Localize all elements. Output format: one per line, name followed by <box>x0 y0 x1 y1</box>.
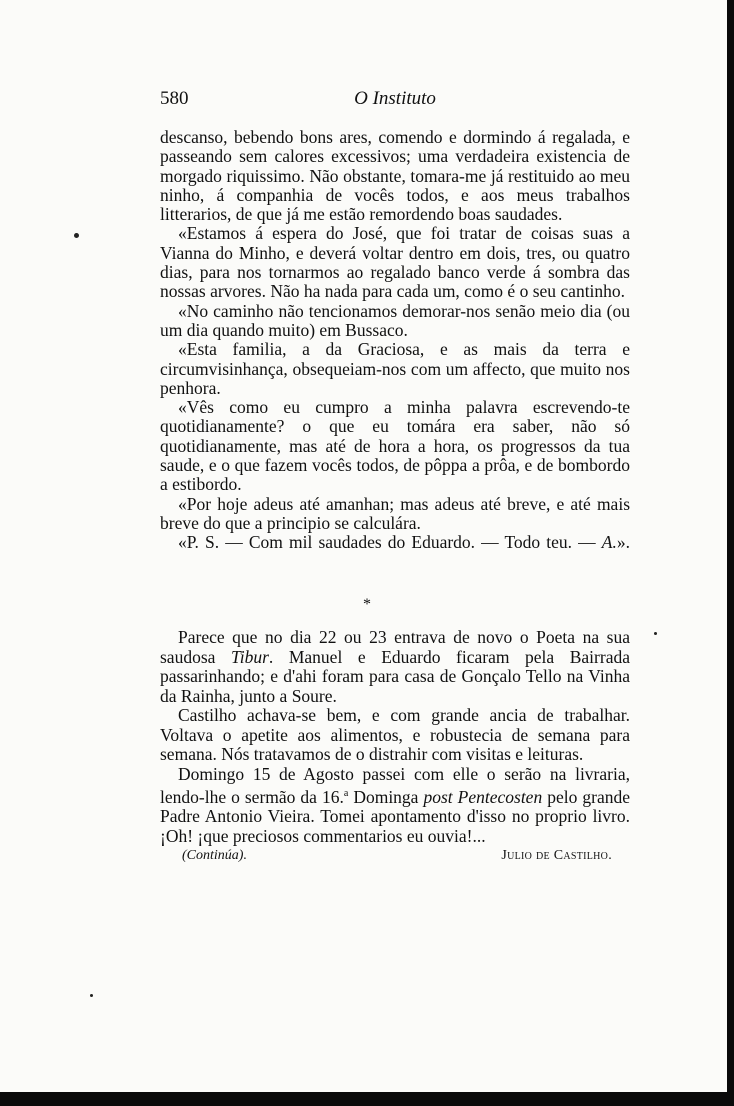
section-separator: * <box>363 596 371 613</box>
postscript <box>160 533 630 552</box>
paragraph: «Por hoje adeus até amanhan; mas adeus até breve, e até mais breve do que a principio se calculára. <box>160 493 630 533</box>
page-footer <box>182 848 612 870</box>
letter-body <box>160 128 630 553</box>
postscript-text: «P. S. — Com mil saudades do Eduardo. — Todo teu. — <box>178 532 602 553</box>
postscript-initial: A. <box>601 532 617 553</box>
text-run: . Manuel e Eduardo ficaram pela Bairrada passarinhando; e d'ahi foram para casa de Gonçalo Tello na Vinha da Rainha, junto a Soure. <box>160 646 630 706</box>
narrative-section <box>160 628 630 846</box>
paragraph <box>160 765 630 847</box>
scan-speck <box>74 233 79 238</box>
scan-speck <box>90 994 93 997</box>
italic-run: post Pentecosten <box>423 786 543 807</box>
continua-note: (Continúa). <box>182 848 247 863</box>
paragraph: «Esta familia, a da Graciosa, e as mais da terra e circumvisinhança, obsequeiam-nos com um affecto, que muito nos penhora. <box>160 339 630 398</box>
paragraph: Castilho achava-se bem, e com grande ancia de trabalhar. Voltava o apetite aos alimentos, e robustecia de semana para semana. Nós tratavamos de o distrahir com visitas e leituras. <box>160 705 630 764</box>
author-signature: Julio de Castilho. <box>501 848 612 863</box>
text-run: Dominga <box>348 786 424 807</box>
paragraph: «Estamos á espera do José, que foi tratar de coisas suas a Vianna do Minho, e deverá voltar dentro em dois, tres, ou quatro dias, para nos tornarmos ao regalado banco verde á sombra das nossas arvores. Não ha nada para cada um, como é o seu cantinho. <box>160 223 630 302</box>
text-run: Domingo 15 de Agosto passei com elle o serão na livraria, lendo-lhe o sermão da 16. <box>160 763 630 807</box>
page-number: 580 <box>160 88 189 109</box>
text-run: pelo grande Padre Antonio Vieira. Tomei apontamento d'isso no proprio livro. ¡Oh! ¡que preciosos commentarios eu ouvia!... <box>160 786 630 846</box>
scan-border-right <box>727 0 734 1106</box>
paragraph: descanso, bebendo bons ares, comendo e dormindo á regalada, e passeando sem calores excessivos; uma verdadeira existencia de morgado riquissimo. Não obstante, tomara-me já restituido ao meu ninho, á companhia de vocês todos, e aos meus trabalhos litterarios, de que já me estão remordendo boas saudades. <box>160 127 630 225</box>
paragraph <box>160 628 630 706</box>
paragraph: «No caminho não tencionamos demorar-nos senão meio dia (ou um dia quando muito) em Bussaco. <box>160 300 630 340</box>
scan-speck <box>654 632 657 635</box>
italic-run: Tibur <box>230 646 269 667</box>
page-header <box>160 88 630 114</box>
scan-border-bottom <box>0 1092 734 1106</box>
running-title: O Instituto <box>354 88 436 109</box>
text-run: Parece que no dia 22 ou 23 entrava de novo o Poeta na sua saudosa <box>160 627 630 667</box>
paragraph: «Vês como eu cumpro a minha palavra escrevendo-te quotidianamente? o que eu tomára era saber, não só quotidianamente, mas até de hora a hora, os progressos da tua saude, e o que fazem vocês todos, de pôppa a prôa, e de bombordo a estibordo. <box>160 397 630 495</box>
superscript: a <box>343 788 349 799</box>
postscript-close: ». <box>616 532 630 553</box>
